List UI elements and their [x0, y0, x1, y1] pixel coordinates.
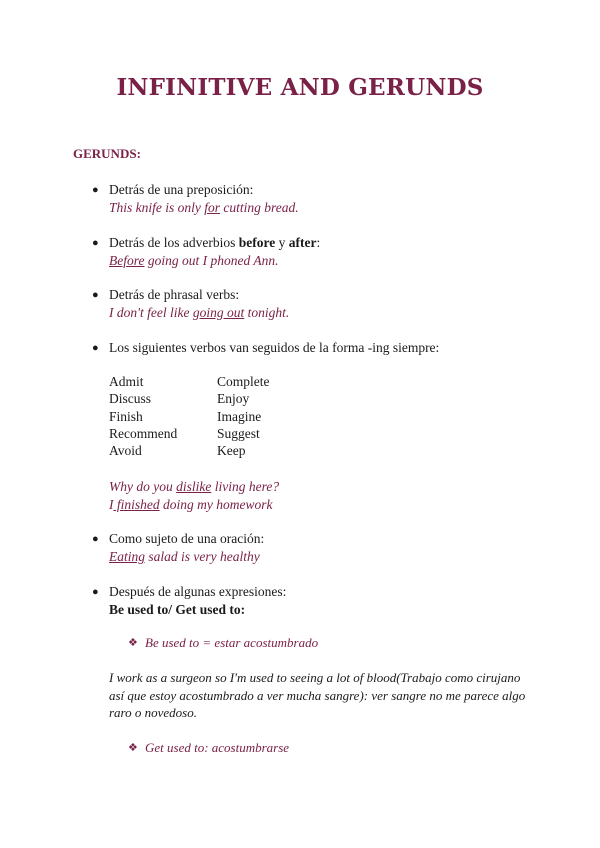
- rule-expressions: [109, 583, 286, 618]
- verb-examples: [109, 478, 279, 513]
- rule-adverbs: [109, 234, 320, 269]
- bullet-icon: ●: [92, 237, 99, 249]
- rule-preposition: [109, 181, 299, 216]
- diamond-bullet-icon: ❖: [128, 637, 138, 649]
- verb-item: Enjoy: [217, 391, 250, 407]
- rule-text: Después de algunas expresiones:: [109, 584, 287, 599]
- verb-example: Why do you dislike living here?: [109, 479, 280, 494]
- rule-text: Detrás de los adverbios before y after:: [109, 235, 321, 250]
- section-heading: GERUNDS:: [73, 146, 141, 161]
- verb-item: Suggest: [217, 425, 260, 441]
- verb-item: Keep: [217, 443, 246, 459]
- rule-ing-verbs: Los siguientes verbos van seguidos de la forma -ing siempre:: [109, 340, 440, 355]
- verb-item: Imagine: [217, 408, 262, 424]
- verb-item: Discuss: [109, 391, 152, 407]
- verb-item: Complete: [217, 374, 270, 389]
- page-title: INFINITIVE AND GERUNDS: [116, 74, 484, 101]
- example-paragraph: I work as a surgeon so I'm used to seeing a lot of blood(Trabajo como cirujano así que estoy acostumbrado a ver mucha sangre): ver sangre no me parece algo raro o novedoso.: [109, 670, 526, 720]
- rule-bold-expression: Be used to/ Get used to:: [109, 601, 246, 617]
- bullet-icon: ●: [92, 533, 99, 545]
- rule-subject: [109, 530, 264, 565]
- sub-item-be-used-to: Be used to = estar acostumbrado: [145, 635, 319, 650]
- bullet-icon: ●: [92, 586, 99, 598]
- rule-example: I don't feel like going out tonight.: [109, 304, 290, 320]
- rule-text: Detrás de phrasal verbs:: [109, 287, 240, 302]
- rule-text: Como sujeto de una oración:: [109, 531, 265, 546]
- verb-item: Finish: [109, 408, 143, 424]
- verb-item: Recommend: [109, 425, 178, 441]
- verb-item: Admit: [109, 374, 144, 389]
- bullet-icon: ●: [92, 342, 99, 354]
- bullet-icon: ●: [92, 184, 99, 196]
- rule-phrasal-verbs: [109, 286, 289, 321]
- verb-example: I finished doing my homework: [109, 496, 273, 512]
- bullet-icon: ●: [92, 289, 99, 301]
- diamond-bullet-icon: ❖: [128, 742, 138, 754]
- sub-item-get-used-to: Get used to: acostumbrarse: [145, 740, 290, 755]
- rule-example: This knife is only for cutting bread.: [109, 199, 299, 215]
- rule-example: Before going out I phoned Ann.: [109, 252, 279, 268]
- rule-text: Detrás de una preposición:: [109, 182, 254, 197]
- verb-item: Avoid: [109, 443, 142, 459]
- rule-example: Eating salad is very healthy: [109, 548, 260, 564]
